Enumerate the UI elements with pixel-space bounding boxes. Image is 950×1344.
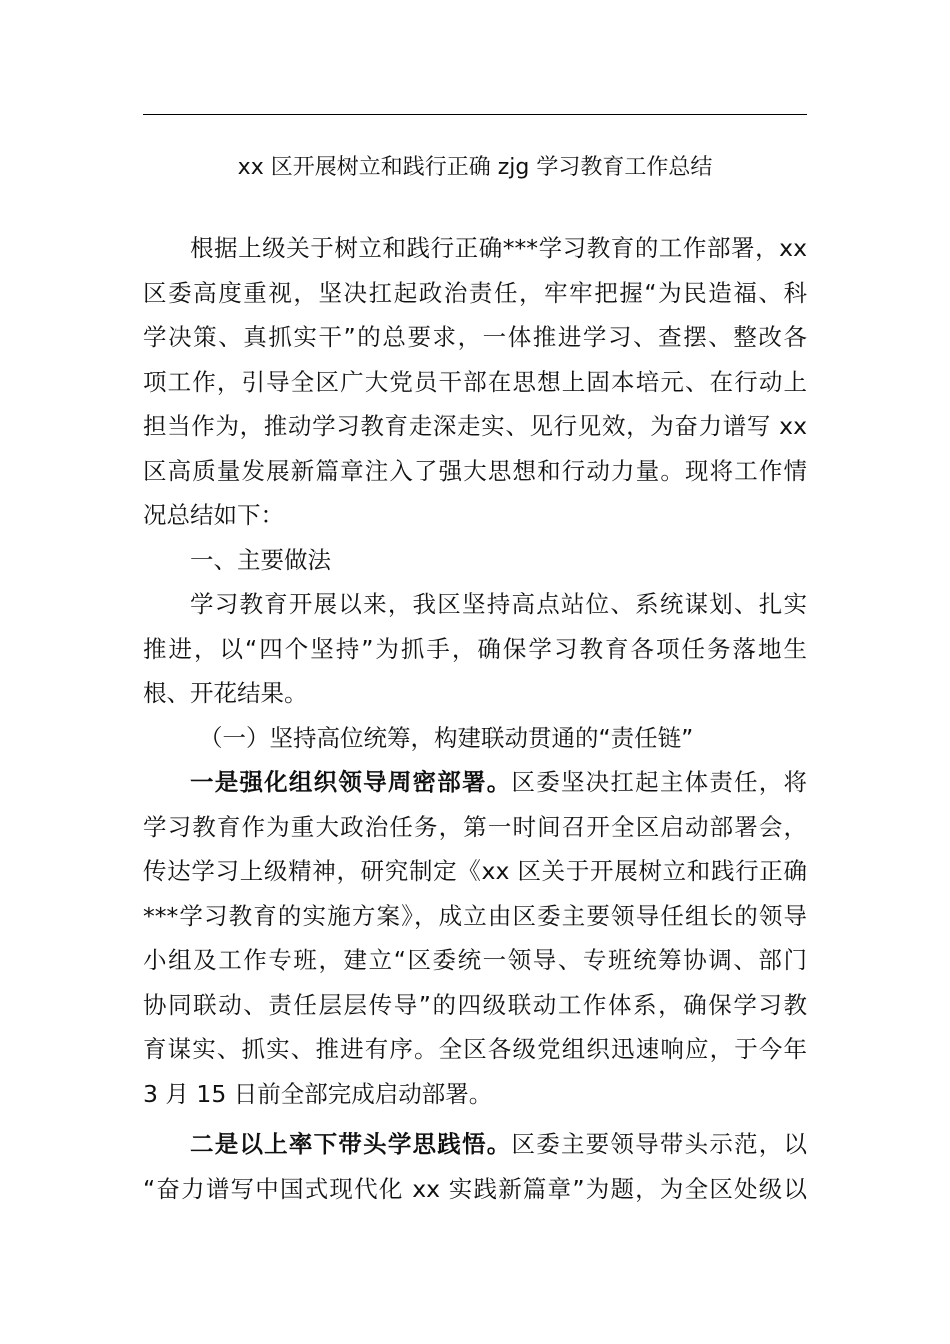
text-line: 学习教育作为重大政治任务，第一时间召开全区启动部署会， [143, 812, 807, 841]
document-body [143, 226, 807, 1211]
paragraph-organization [143, 760, 807, 1116]
header-rule [143, 114, 807, 115]
text-line: 传达学习上级精神，研究制定《xx 区关于开展树立和践行正确 [143, 857, 807, 885]
document-title: xx 区开展树立和践行正确 zjg 学习教育工作总结 [237, 155, 713, 180]
text-line: 小组及工作专班，建立“区委统一领导、专班统筹协调、部门 [143, 946, 807, 974]
text-line: 3 月 15 日前全部完成启动部署。 [143, 1079, 493, 1108]
text-line: ***学习教育的实施方案》，成立由区委主要领导任组长的领导 [143, 901, 807, 930]
text-line: 项工作，引导全区广大党员干部在思想上固本培元、在行动上 [143, 367, 807, 396]
lead-phrase: 二是以上率下带头学思践悟。 [190, 1130, 512, 1158]
paragraph-intro [143, 226, 807, 538]
text-line: 担当作为，推动学习教育走深走实、见行见效，为奋力谱写 xx [143, 412, 807, 440]
text-line: 根据上级关于树立和践行正确***学习教育的工作部署，xx [190, 234, 807, 262]
text-line [143, 1122, 807, 1167]
text-line: 根、开花结果。 [143, 679, 308, 707]
text-line: “奋力谱写中国式现代化 xx 实践新篇章”为题，为全区处级以 [143, 1174, 807, 1203]
text-span: 区委主要领导带头示范，以 [511, 1130, 808, 1158]
text-line: 区高质量发展新篇章注入了强大思想和行动力量。现将工作情 [143, 456, 807, 485]
text-line [143, 760, 807, 805]
text-line: 育谋实、抓实、推进有序。全区各级党组织迅速响应，于今年 [143, 1035, 807, 1063]
subsection-heading: （一）坚持高位统筹，构建联动贯通的“责任链” [199, 723, 694, 752]
text-line: 区委高度重视，坚决扛起政治责任，牢牢把握“为民造福、科 [143, 278, 807, 307]
text-line: 推进，以“四个坚持”为抓手，确保学习教育各项任务落地生 [143, 634, 807, 663]
paragraph-leadership [143, 1122, 807, 1211]
text-line: 况总结如下： [143, 501, 284, 529]
text-line: 学习教育开展以来，我区坚持高点站位、系统谋划、扎实 [190, 590, 807, 618]
paragraph-main-practices [143, 582, 807, 716]
section-heading: 一、主要做法 [190, 545, 331, 574]
text-line: 协同联动、责任层层传导”的四级联动工作体系，确保学习教 [143, 990, 807, 1019]
text-span: 区委坚决扛起主体责任，将 [511, 768, 808, 796]
lead-phrase: 一是强化组织领导周密部署。 [190, 768, 512, 796]
text-line: 学决策、真抓实干”的总要求，一体推进学习、查摆、整改各 [143, 323, 807, 351]
